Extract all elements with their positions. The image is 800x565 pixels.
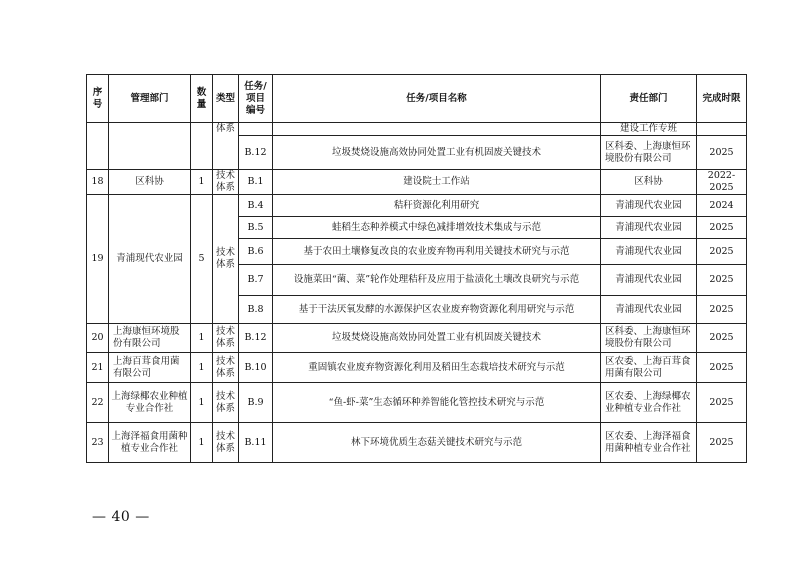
header-name: 任务/项目名称 — [273, 75, 601, 123]
row19-item0-code: B.4 — [239, 195, 273, 217]
cont-code: B.12 — [239, 136, 273, 170]
row20-resp: 区科委、上海康恒环境股份有限公司 — [601, 324, 697, 353]
cont-deadline: 2025 — [697, 136, 747, 170]
row21-dept: 上海百茸食用菌有限公司 — [109, 353, 191, 383]
row23-type: 技术体系 — [213, 423, 239, 463]
table-row-18 — [87, 170, 747, 195]
cont-resp: 区科委、上海康恒环境股份有限公司 — [601, 136, 697, 170]
header-type: 类型 — [213, 75, 239, 123]
table-row-20 — [87, 324, 747, 353]
row23-deadline: 2025 — [697, 423, 747, 463]
cont-qty — [191, 123, 213, 170]
row23-code: B.11 — [239, 423, 273, 463]
row19-item0-deadline: 2024 — [697, 195, 747, 217]
row19-no: 19 — [87, 195, 109, 324]
header-qty — [191, 75, 213, 123]
header-qty-text: 数 量 — [196, 86, 207, 110]
table-row-23 — [87, 423, 747, 463]
row21-name: 重固镇农业废弃物资源化利用及稻田生态栽培技术研究与示范 — [273, 353, 601, 383]
row18-no: 18 — [87, 170, 109, 195]
table-row-21 — [87, 353, 747, 383]
row19-item3-name: 设施菜田“菌、菜”轮作处理秸秆及应用于盐渍化土壤改良研究与示范 — [273, 265, 601, 296]
header-deadline: 完成时限 — [697, 75, 747, 123]
page-number: — 40 — — [92, 509, 150, 525]
row22-resp: 区农委、上海绿椰农业种植专业合作社 — [601, 383, 697, 423]
row21-no: 21 — [87, 353, 109, 383]
row21-type: 技术体系 — [213, 353, 239, 383]
header-code-text: 任务/ 项目 编号 — [244, 80, 267, 116]
table-row-22 — [87, 383, 747, 423]
row18-dept: 区科协 — [109, 170, 191, 195]
header-code — [239, 75, 273, 123]
row20-no: 20 — [87, 324, 109, 353]
row22-no: 22 — [87, 383, 109, 423]
row20-deadline: 2025 — [697, 324, 747, 353]
row21-qty: 1 — [191, 353, 213, 383]
row19-type: 技术体系 — [213, 195, 239, 324]
task-table — [86, 74, 747, 463]
row19-item4-resp: 青浦现代农业园 — [601, 296, 697, 324]
row23-no: 23 — [87, 423, 109, 463]
cont-no — [87, 123, 109, 170]
row22-name: “鱼-虾-菜”生态循环种养智能化管控技术研究与示范 — [273, 383, 601, 423]
row19-item3-resp: 青浦现代农业园 — [601, 265, 697, 296]
table-row-19-a — [87, 195, 747, 217]
row19-item4-deadline: 2025 — [697, 296, 747, 324]
cont-name-top — [273, 123, 601, 136]
row19-item2-name: 基于农田土壤修复改良的农业废弃物再利用关键技术研究与示范 — [273, 239, 601, 265]
continuation-row-top — [87, 123, 747, 136]
row21-resp: 区农委、上海百茸食用菌有限公司 — [601, 353, 697, 383]
cont-code-top — [239, 123, 273, 136]
row19-item1-name: 蛙稻生态种养模式中绿色减排增效技术集成与示范 — [273, 217, 601, 239]
row21-deadline: 2025 — [697, 353, 747, 383]
row19-item4-name: 基于干法厌氧发酵的水源保护区农业废弃物资源化利用研究与示范 — [273, 296, 601, 324]
row19-item1-deadline: 2025 — [697, 217, 747, 239]
cont-type-text: 体系 — [215, 123, 235, 134]
row18-name: 建设院士工作站 — [273, 170, 601, 195]
row19-qty: 5 — [191, 195, 213, 324]
row18-type: 技术体系 — [213, 170, 239, 195]
row18-deadline: 2022-2025 — [697, 170, 747, 195]
row19-item0-name: 秸秆资源化利用研究 — [273, 195, 601, 217]
row19-item2-code: B.6 — [239, 239, 273, 265]
row20-dept: 上海康恒环境股份有限公司 — [109, 324, 191, 353]
row18-qty: 1 — [191, 170, 213, 195]
row20-name: 垃圾焚烧设施高效协同处置工业有机固废关键技术 — [273, 324, 601, 353]
row23-qty: 1 — [191, 423, 213, 463]
row18-resp: 区科协 — [601, 170, 697, 195]
header-resp: 责任部门 — [601, 75, 697, 123]
row22-deadline: 2025 — [697, 383, 747, 423]
row20-type: 技术体系 — [213, 324, 239, 353]
header-no-text: 序 号 — [92, 86, 103, 110]
header-dept: 管理部门 — [109, 75, 191, 123]
row19-item2-deadline: 2025 — [697, 239, 747, 265]
cont-type — [213, 123, 239, 170]
row22-qty: 1 — [191, 383, 213, 423]
row19-item2-resp: 青浦现代农业园 — [601, 239, 697, 265]
row19-item1-code: B.5 — [239, 217, 273, 239]
cont-name: 垃圾焚烧设施高效协同处置工业有机固废关键技术 — [273, 136, 601, 170]
row19-dept: 青浦现代农业园 — [109, 195, 191, 324]
row19-item0-resp: 青浦现代农业园 — [601, 195, 697, 217]
cont-resp-top: 建设工作专班 — [601, 123, 697, 136]
row22-type: 技术体系 — [213, 383, 239, 423]
row19-item3-deadline: 2025 — [697, 265, 747, 296]
row22-code: B.9 — [239, 383, 273, 423]
row19-item1-resp: 青浦现代农业园 — [601, 217, 697, 239]
row20-qty: 1 — [191, 324, 213, 353]
cont-dept — [109, 123, 191, 170]
row23-dept: 上海泽福食用菌种植专业合作社 — [109, 423, 191, 463]
row19-item3-code: B.7 — [239, 265, 273, 296]
header-row — [87, 75, 747, 123]
row23-name: 林下环境优质生态菇关键技术研究与示范 — [273, 423, 601, 463]
row20-code: B.12 — [239, 324, 273, 353]
row19-item4-code: B.8 — [239, 296, 273, 324]
header-no — [87, 75, 109, 123]
cont-deadline-top — [697, 123, 747, 136]
row21-code: B.10 — [239, 353, 273, 383]
row22-dept: 上海绿椰农业种植专业合作社 — [109, 383, 191, 423]
row23-resp: 区农委、上海泽福食用菌种植专业合作社 — [601, 423, 697, 463]
row18-code: B.1 — [239, 170, 273, 195]
